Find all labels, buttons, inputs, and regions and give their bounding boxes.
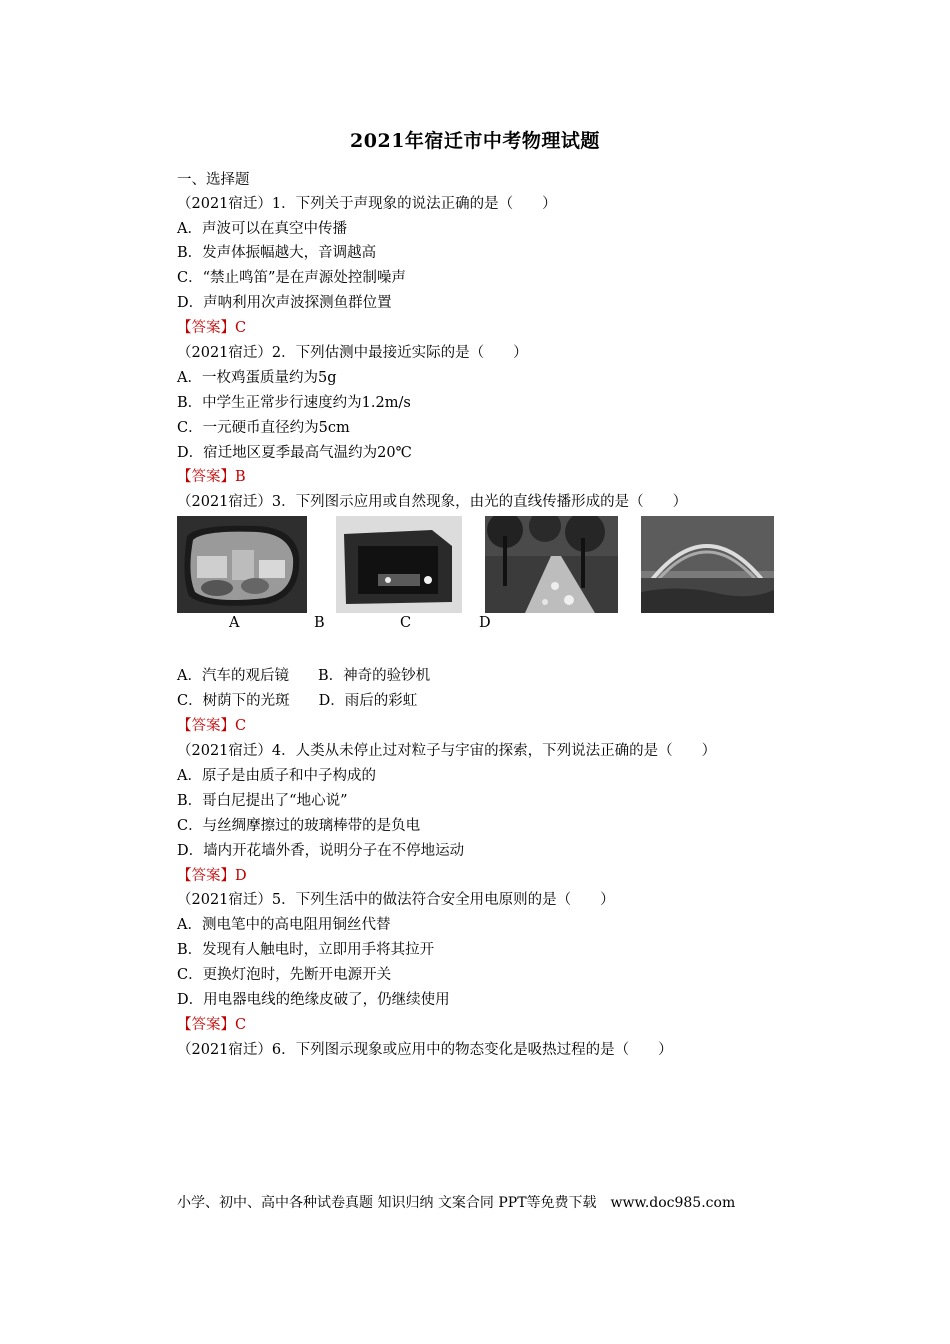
- q5-option-a: A．测电笔中的高电阻用铜丝代替: [177, 917, 391, 933]
- footer-text: 小学、初中、高中各种试卷真题 知识归纳 文案合同 PPT等免费下载 www.doc985.com: [177, 1195, 736, 1211]
- tree-shade-image: [485, 516, 618, 613]
- q1-stem: （2021宿迁）1．下列关于声现象的说法正确的是（ ）: [177, 196, 557, 212]
- page-title: 2021年宿迁市中考物理试题: [350, 130, 600, 152]
- q1-option-d: D．声呐利用次声波探测鱼群位置: [177, 295, 392, 311]
- q3-answer: 【答案】C: [177, 718, 247, 734]
- money-detector-image: [336, 516, 462, 613]
- q1-answer: 【答案】C: [177, 320, 247, 336]
- rainbow-image: [641, 516, 774, 613]
- image-caption-b: B: [314, 615, 325, 631]
- q2-option-a: A．一枚鸡蛋质量约为5g: [177, 370, 337, 386]
- q5-answer: 【答案】C: [177, 1017, 247, 1033]
- image-caption-a: A: [229, 615, 240, 631]
- q4-answer: 【答案】D: [177, 868, 247, 884]
- q2-option-b: B．中学生正常步行速度约为1.2m/s: [177, 395, 411, 411]
- q2-option-d: D．宿迁地区夏季最高气温约为20℃: [177, 445, 412, 461]
- q5-option-c: C．更换灯泡时，先断开电源开关: [177, 967, 392, 983]
- q1-option-c: C．“禁止鸣笛”是在声源处控制噪声: [177, 270, 406, 286]
- rearview-mirror-image: [177, 516, 307, 613]
- image-caption-c: C: [400, 615, 412, 631]
- q4-option-b: B．哥白尼提出了“地心说”: [177, 793, 348, 809]
- q4-stem: （2021宿迁）4．人类从未停止过对粒子与宇宙的探索，下列说法正确的是（ ）: [177, 743, 717, 759]
- q3-options-cd: C．树荫下的光斑 D．雨后的彩虹: [177, 693, 418, 709]
- q5-stem: （2021宿迁）5．下列生活中的做法符合安全用电原则的是（ ）: [177, 892, 615, 908]
- q4-option-a: A．原子是由质子和中子构成的: [177, 768, 376, 784]
- q6-stem: （2021宿迁）6．下列图示现象或应用中的物态变化是吸热过程的是（ ）: [177, 1042, 673, 1058]
- image-caption-d: D: [479, 615, 491, 631]
- q2-stem: （2021宿迁）2．下列估测中最接近实际的是（ ）: [177, 345, 528, 361]
- q5-option-b: B．发现有人触电时，立即用手将其拉开: [177, 942, 435, 958]
- q1-option-a: A．声波可以在真空中传播: [177, 221, 347, 237]
- q3-options-ab: A．汽车的观后镜 B．神奇的验钞机: [177, 668, 431, 684]
- q3-stem: （2021宿迁）3．下列图示应用或自然现象，由光的直线传播形成的是（ ）: [177, 494, 688, 510]
- q5-option-d: D．用电器电线的绝缘皮破了，仍继续使用: [177, 992, 450, 1008]
- q1-option-b: B．发声体振幅越大，音调越高: [177, 245, 377, 261]
- q4-option-d: D．墙内开花墙外香，说明分子在不停地运动: [177, 843, 465, 859]
- section-heading: 一、选择题: [177, 172, 250, 188]
- q2-answer: 【答案】B: [177, 469, 246, 485]
- q4-option-c: C．与丝绸摩擦过的玻璃棒带的是负电: [177, 818, 421, 834]
- q2-option-c: C．一元硬币直径约为5cm: [177, 420, 350, 436]
